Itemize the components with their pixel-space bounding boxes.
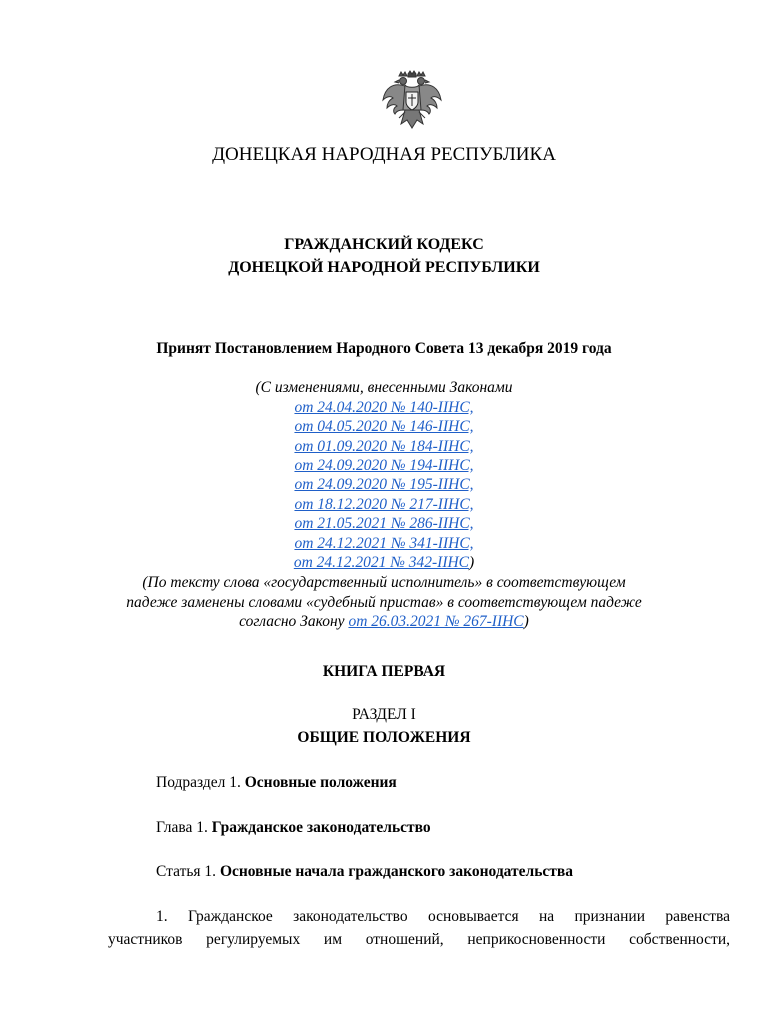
amendment-link[interactable]: от 04.05.2020 № 146-IIНС,	[294, 418, 474, 435]
chapter-heading	[156, 818, 431, 838]
code-title-line-2: ДОНЕЦКОЙ НАРОДНОЙ РЕСПУБЛИКИ	[228, 259, 540, 276]
subsection-heading	[156, 773, 397, 793]
note-prefix: согласно Закону	[239, 613, 349, 630]
amendment-link-row	[0, 398, 768, 418]
amendment-link[interactable]: от 01.09.2020 № 184-IIНС,	[294, 438, 474, 455]
chapter-label: Глава 1.	[156, 819, 212, 836]
replacement-note-line-2: падеже заменены словами «судебный пристав» в соответствующем падеже	[126, 594, 642, 611]
amendment-link[interactable]: от 24.04.2020 № 140-IIНС,	[294, 399, 474, 416]
replacement-law-link[interactable]: от 26.03.2021 № 267-IIНС	[348, 613, 524, 630]
amendment-link[interactable]: от 24.12.2021 № 341-IIНС,	[294, 535, 474, 552]
amendment-link-row	[0, 534, 768, 554]
subsection-label: Подраздел 1.	[156, 774, 245, 791]
amendment-link[interactable]: от 18.12.2020 № 217-IIНС,	[294, 496, 474, 513]
article-label: Статья 1.	[156, 863, 220, 880]
replacement-note-line-1: (По тексту слова «государственный исполнитель» в соответствующем	[142, 574, 626, 591]
amendments-intro: (С изменениями, внесенными Законами	[255, 379, 513, 396]
amendment-link[interactable]: от 24.12.2021 № 342-IIНС	[293, 554, 470, 571]
amendment-link-row	[0, 456, 768, 476]
article-heading	[156, 862, 573, 882]
subsection-title: Основные положения	[244, 774, 397, 791]
republic-name: ДОНЕЦКАЯ НАРОДНАЯ РЕСПУБЛИКА	[212, 144, 556, 165]
adoption-statement: Принят Постановлением Народного Совета 13 декабря 2019 года	[156, 340, 612, 357]
amendment-link-row	[0, 553, 768, 573]
code-title-line-1: ГРАЖДАНСКИЙ КОДЕКС	[284, 236, 484, 253]
closing-paren: )	[469, 554, 475, 571]
paragraph-line: участников регулируемых им отношений, неприкосновенности собственности,	[108, 931, 730, 948]
section-title: ОБЩИЕ ПОЛОЖЕНИЯ	[297, 729, 471, 746]
paragraph-line: 1. Гражданское законодательство основывается на признании равенства	[156, 908, 730, 925]
amendment-link-row	[0, 437, 768, 457]
replacement-note-line-3	[0, 612, 768, 632]
amendment-link-row	[0, 495, 768, 515]
amendment-link[interactable]: от 24.09.2020 № 195-IIНС,	[294, 476, 474, 493]
article-paragraph	[108, 905, 730, 951]
chapter-title: Гражданское законодательство	[211, 819, 431, 836]
amendment-link-row	[0, 417, 768, 437]
dpr-coat-of-arms-icon	[381, 70, 443, 134]
amendment-link-row	[0, 514, 768, 534]
article-title: Основные начала гражданского законодательства	[219, 863, 574, 880]
amendment-link[interactable]: от 21.05.2021 № 286-IIНС,	[294, 515, 474, 532]
amendment-link-row	[0, 475, 768, 495]
note-suffix: )	[523, 613, 529, 630]
book-heading: КНИГА ПЕРВАЯ	[322, 663, 446, 680]
amendment-link[interactable]: от 24.09.2020 № 194-IIНС,	[294, 457, 474, 474]
section-number: РАЗДЕЛ I	[352, 706, 416, 723]
